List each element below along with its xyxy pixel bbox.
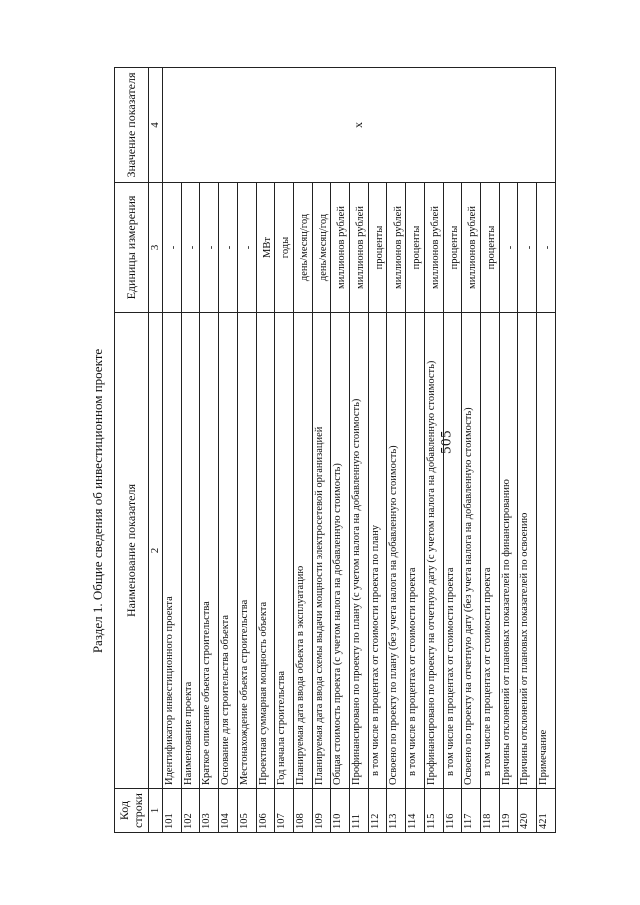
column-header-unit: Единицы измерения (115, 183, 149, 313)
page-number: 505 (438, 430, 455, 454)
row-name: в том числе в процентах от стоимости проекта (443, 313, 462, 789)
row-unit: миллионов рублей (387, 183, 406, 313)
row-unit: миллионов рублей (424, 183, 443, 313)
row-unit: - (537, 183, 556, 313)
row-unit: - (219, 183, 238, 313)
row-code: 103 (200, 789, 219, 833)
row-code: 104 (219, 789, 238, 833)
row-code: 117 (462, 789, 481, 833)
row-unit: МВт (256, 183, 275, 313)
row-code: 118 (480, 789, 499, 833)
section-title: Раздел 1. Общие сведения об инвестиционном проекте (90, 348, 105, 654)
row-unit: проценты (480, 183, 499, 313)
row-code: 112 (368, 789, 387, 833)
column-header-value: Значение показателя (115, 68, 149, 183)
row-unit: день/месяц/год (293, 183, 312, 313)
table-body (163, 68, 556, 833)
row-unit: день/месяц/год (312, 183, 331, 313)
table-row (406, 68, 425, 833)
value-column-cell: x (163, 68, 556, 183)
row-unit: миллионов рублей (350, 183, 369, 313)
row-code: 420 (518, 789, 537, 833)
row-name: в том числе в процентах от стоимости проекта (480, 313, 499, 789)
table-row (237, 68, 256, 833)
row-name: Идентификатор инвестиционного проекта (163, 313, 182, 789)
row-code: 115 (424, 789, 443, 833)
table-row (256, 68, 275, 833)
row-name: Освоено по проекту на отчетную дату (без учета налога на добавленную стоимость) (462, 313, 481, 789)
table-row (181, 68, 200, 833)
row-code: 106 (256, 789, 275, 833)
table-row (275, 68, 294, 833)
row-unit: миллионов рублей (331, 183, 350, 313)
column-number: 1 (149, 789, 163, 833)
row-name: в том числе в процентах от стоимости проекта по плану (368, 313, 387, 789)
table-row (387, 68, 406, 833)
row-name: Краткое описание объекта строительства (200, 313, 219, 789)
row-unit: проценты (368, 183, 387, 313)
column-number: 4 (149, 68, 163, 183)
column-header-name: Наименование показателя (115, 313, 149, 789)
table-row (499, 68, 518, 833)
table-row (443, 68, 462, 833)
row-unit: - (181, 183, 200, 313)
row-code: 116 (443, 789, 462, 833)
row-name: в том числе в процентах от стоимости проекта (406, 313, 425, 789)
row-name: Профинансировано по проекту на отчетную дату (с учетом налога на добавленную стоимость) (424, 313, 443, 789)
row-code: 101 (163, 789, 182, 833)
row-code: 113 (387, 789, 406, 833)
table-row (200, 68, 219, 833)
row-name: Планируемая дата ввода схемы выдачи мощности электросетевой организацией (312, 313, 331, 789)
row-unit: - (237, 183, 256, 313)
table-row (424, 68, 443, 833)
indicator-table (114, 67, 556, 833)
table-row (293, 68, 312, 833)
row-unit: - (518, 183, 537, 313)
table-row (312, 68, 331, 833)
row-name: Наименование проекта (181, 313, 200, 789)
row-code: 114 (406, 789, 425, 833)
table-row (350, 68, 369, 833)
row-name: Год начала строительства (275, 313, 294, 789)
row-name: Примечание (537, 313, 556, 789)
row-code: 107 (275, 789, 294, 833)
row-name: Общая стоимость проекта (с учетом налога на добавленную стоимость) (331, 313, 350, 789)
row-code: 111 (350, 789, 369, 833)
row-unit: - (163, 183, 182, 313)
table-row (480, 68, 499, 833)
table-row (537, 68, 556, 833)
row-code: 109 (312, 789, 331, 833)
row-name: Причины отклонений от плановых показателей по финансированию (499, 313, 518, 789)
row-name: Профинансировано по проекту по плану (с учетом налога на добавленную стоимость) (350, 313, 369, 789)
table-row (219, 68, 238, 833)
column-header-code: Код строки (115, 789, 149, 833)
row-unit: проценты (406, 183, 425, 313)
row-code: 421 (537, 789, 556, 833)
row-unit: миллионов рублей (462, 183, 481, 313)
column-number: 2 (149, 313, 163, 789)
row-name: Освоено по проекту по плану (без учета налога на добавленную стоимость) (387, 313, 406, 789)
row-name: Планируемая дата ввода объекта в эксплуатацию (293, 313, 312, 789)
row-code: 119 (499, 789, 518, 833)
column-number: 3 (149, 183, 163, 313)
row-name: Проектная суммарная мощность объекта (256, 313, 275, 789)
column-number-row (149, 68, 163, 833)
row-name: Основание для строительства объекта (219, 313, 238, 789)
table-row (163, 68, 182, 833)
row-unit: - (499, 183, 518, 313)
table-row (368, 68, 387, 833)
indicator-table-container (114, 68, 556, 833)
row-code: 102 (181, 789, 200, 833)
row-unit: годы (275, 183, 294, 313)
table-row (462, 68, 481, 833)
row-code: 105 (237, 789, 256, 833)
table-row (331, 68, 350, 833)
row-name: Местонахождение объекта строительства (237, 313, 256, 789)
row-unit: - (200, 183, 219, 313)
row-code: 108 (293, 789, 312, 833)
table-row (518, 68, 537, 833)
row-unit: проценты (443, 183, 462, 313)
row-code: 110 (331, 789, 350, 833)
header-row (115, 68, 149, 833)
row-name: Причины отклонений от плановых показателей по освоению (518, 313, 537, 789)
